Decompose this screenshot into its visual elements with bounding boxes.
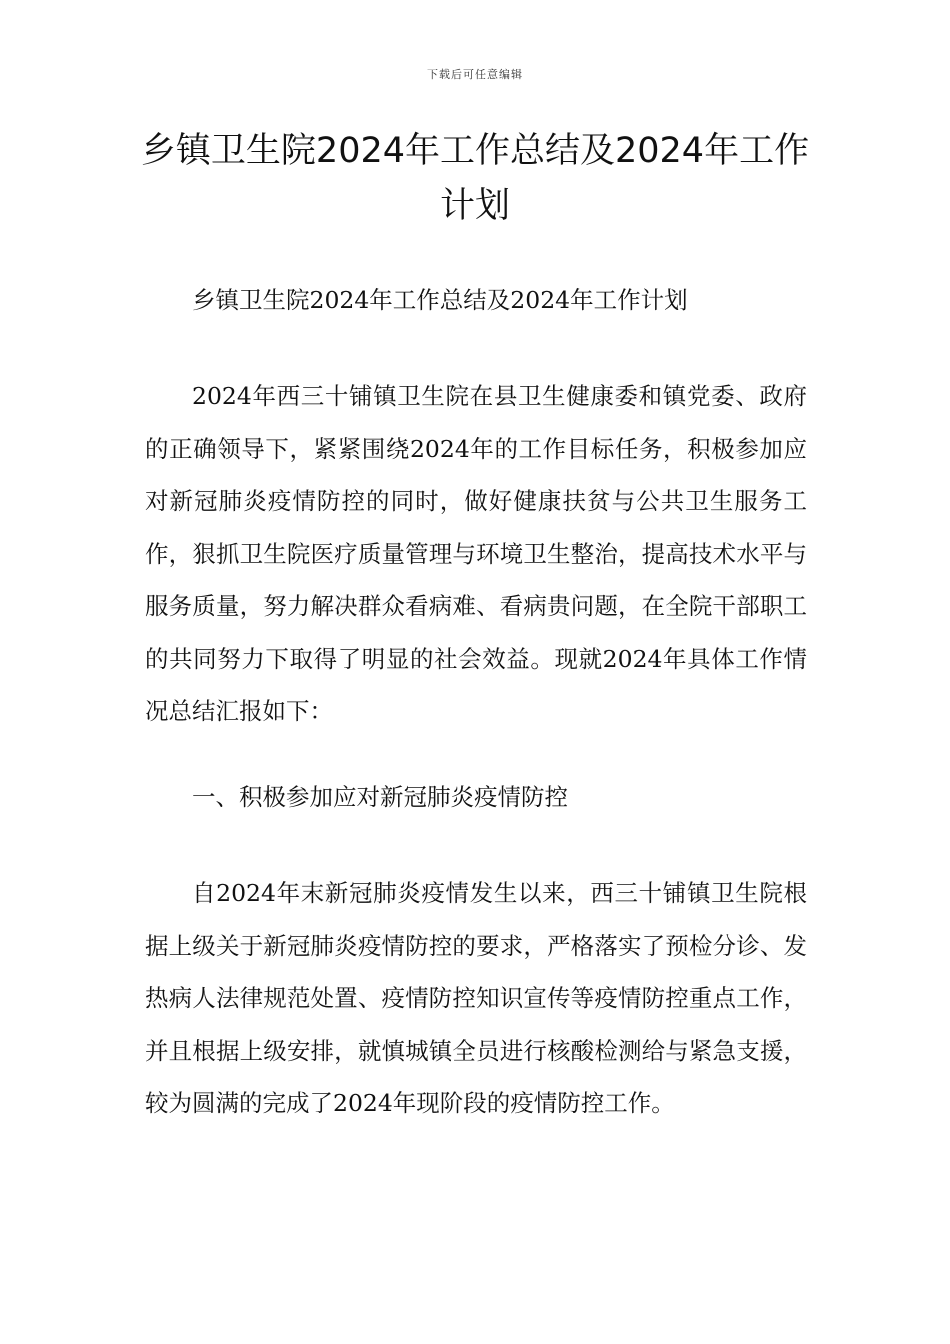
section-heading-1: 一、积极参加应对新冠肺炎疫情防控 <box>192 783 568 811</box>
document-title: 乡镇卫生院2024年工作总结及2024年工作计划 <box>140 131 810 226</box>
header-note: 下载后可任意编辑 <box>427 68 523 81</box>
document-subtitle: 乡镇卫生院2024年工作总结及2024年工作计划 <box>192 286 688 314</box>
section-body-1: 自2024年末新冠肺炎疫情发生以来，西三十铺镇卫生院根据上级关于新冠肺炎疫情防控的要求，严格落实了预检分诊、发热病人法律规范处置、疫情防控知识宣传等疫情防控重点工作，并且根据上级安排，就慎城镇全员进行核酸检测给与紧急支援，较为圆满的完成了2024年现阶段的疫情防控工作。 <box>145 879 807 1117</box>
intro-paragraph: 2024年西三十铺镇卫生院在县卫生健康委和镇党委、政府的正确领导下，紧紧围绕2024年的工作目标任务，积极参加应对新冠肺炎疫情防控的同时，做好健康扶贫与公共卫生服务工作，狠抓卫生院医疗质量管理与环境卫生整治，提高技术水平与服务质量，努力解决群众看病难、看病贵问题，在全院干部职工的共同努力下取得了明显的社会效益。现就2024年具体工作情况总结汇报如下： <box>145 382 807 725</box>
